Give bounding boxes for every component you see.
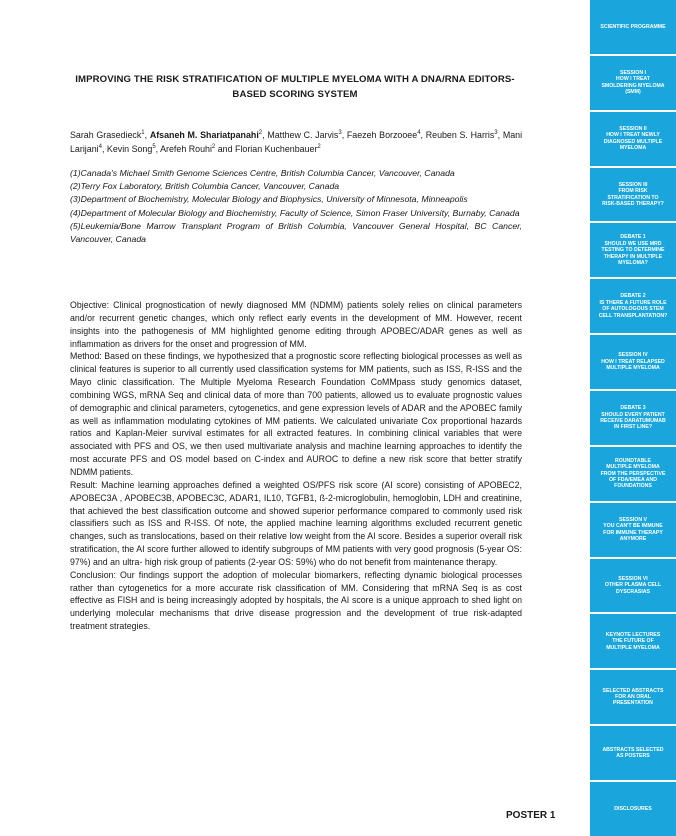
affiliation-line: (4)Department of Molecular Biology and Biochemistry, Faculty of Science, Simon Fraser University, Burnaby, Canada (70, 207, 520, 218)
sidebar-item[interactable] (590, 503, 676, 557)
sidebar-item[interactable] (590, 279, 676, 333)
sidebar-item[interactable] (590, 56, 676, 110)
sidebar-item-label: ABSTRACTS SELECTED AS POSTERS (602, 746, 664, 760)
author-affiliation-number: 2 (317, 143, 321, 150)
sidebar-item[interactable] (590, 112, 676, 166)
author-affiliation-number: 4 (98, 143, 102, 150)
sidebar-item[interactable] (590, 168, 676, 222)
poster-label: POSTER 1 (506, 810, 556, 821)
author-name: Kevin Song (106, 143, 153, 154)
sidebar-item-label: SESSION II HOW I TREAT NEWLY DIAGNOSED MULTIPLE MYELOMA (603, 125, 663, 152)
sidebar-item[interactable] (590, 391, 676, 445)
sidebar-item[interactable] (590, 726, 676, 780)
sidebar-item-label: DEBATE 3 SHOULD EVERY PATIENT RECEIVE DARATUMUMAB IN FIRST LINE? (600, 405, 666, 431)
author-list: Sarah Grasedieck$^1$, Afsaneh M. Shariatpanahi$^2$, Matthew C. Jarvis$^3$, Faezeh Borzooee$^4$, Reuben S. Harris$^3$, Mani Larijani$^4$, Kevin Song$^5$, Arefeh Rouhi$^2$ and Florian Kuchenbauer$^2$ (70, 130, 523, 154)
sidebar-item-label: KEYNOTE LECTURES THE FUTURE OF MULTIPLE MYELOMA (605, 631, 661, 651)
sidebar-item[interactable] (590, 614, 676, 668)
abstract-body (70, 299, 522, 633)
affiliation-line: (1)Canada's Michael Smith Genome Sciences Centre, British Columbia Cancer, Vancouver, Canada (70, 168, 455, 178)
sidebar-item[interactable] (590, 223, 676, 277)
affiliation-line: (5)Leukemia/Bone Marrow Transplant Program of British Columbia, Vancouver General Hospital, BC Cancer, Vancouver, Canada (70, 220, 522, 245)
sidebar-item[interactable] (590, 559, 676, 613)
abstract-paragraph: Result: Machine learning approaches defined a weighted OS/PFS risk score (AI score) consisting of APOBEC2, APOBEC3A , APOBEC3B, APOBEC3C, ADAR1, IL10, TGFB1, ß-2-microglobulin, hemoglobin, LDH and creatinine, that achieved the best classification outcome and showed superior performance compared to commonly used risk classifiers such as ISS and R-ISS. Of note, the applied machine learning algorithms excluded recurrent genetic changes, such as translocations, based on their relative low weight from the AI score. Besides a superior overall risk stratification, the AI score further allowed to identify subgroups of MM patients with very good prognosis (5-year OS: 97%) and an ultra- high risk group of patients (2-year OS: 59%) who do not benefit from maintenance therapy. (70, 479, 522, 567)
affiliation-list (70, 167, 522, 246)
sidebar-item[interactable] (590, 782, 676, 836)
sidebar-item-label: SESSION III FROM RISK STRATIFICATION TO RISK-BASED THERAPY? (602, 181, 664, 207)
sidebar-item-label: SESSION I HOW I TREAT SMOLDERING MYELOMA (SMM) (601, 69, 665, 96)
author-affiliation-number: 1 (141, 130, 145, 137)
sidebar-item-label: DEBATE 2 IS THERE A FUTURE ROLE OF AUTOLOGOUS STEM CELL TRANSPLANTATION? (598, 293, 668, 319)
sidebar-item-label: SESSION IV HOW I TREAT RELAPSED MULTIPLE MYELOMA (601, 352, 665, 372)
author-affiliation-number: 4 (417, 130, 421, 137)
sidebar-item[interactable] (590, 670, 676, 724)
author-affiliation-number: 2 (211, 143, 216, 150)
section-navigation (590, 0, 676, 836)
sidebar-item[interactable] (590, 0, 676, 54)
sidebar-item-label: SCIENTIFIC PROGRAMME (600, 23, 666, 30)
sidebar-item[interactable] (590, 335, 676, 389)
abstract-paragraph: Objective: Clinical prognostication of newly diagnosed MM (NDMM) patients solely relies on clinical parameters and/or recurrent genetic changes, which only reflect early events in the development of MM. However, recent insights into the pathogenesis of MM highlighted genome editing through APOBEC/ADAR genes as well as inflammation as drivers for the onset and progression of MM. (70, 300, 522, 349)
sidebar-item[interactable] (590, 447, 676, 501)
sidebar-item-label: DEBATE 1 SHOULD WE USE MRD TESTING TO DETERMINE THERAPY IN MULTIPLE MYELOMA? (601, 234, 665, 266)
author-affiliation-number: 3 (494, 130, 498, 137)
affiliation-line: (2)Terry Fox Laboratory, British Columbia Cancer, Vancouver, Canada (70, 181, 340, 192)
abstract-paragraph: Conclusion: Our findings support the adoption of molecular biomarkers, reflecting dynamic biological processes rather than cytogenetics for a more accurate risk classification of MM. Considering that mRNA Seq is as cost effective as FISH and is being increasingly adopted by hospitals, the AI score is a unique approach to shed light on underlying molecular mechanisms that drive disease progression and the development of true risk-adapted treatment strategies. (70, 569, 522, 632)
sidebar-item-label: SESSION VI OTHER PLASMA CELL DYSCRASIAS (604, 575, 662, 595)
abstract-paragraph: Method: Based on these findings, we hypothesized that a prognostic score reflecting biological processes as well as clinical features is superior to all currently used classification systems for MM patients, such as ISS, R-ISS and the Mayo clinic classification. The Multiple Myeloma Research Foundation CoMMpass study genomics dataset, combining WGS, mRNA Seq and clinical data of more than 700 patients, allowed us to evaluate prognostic values of demographic and clinical parameters, cytogenetics, and gene expression levels of ADAR and the APOBEC family as well as inflammation modulating cytokines of MM patients. We calculated univariate Cox proportional hazards ratios and Kaplan-Meier survival estimates for all extracted features. In combining clinical variables that were associated with PFS and OS, we then used multivariate analysis and machine learning approaches to identify the most accurate PFS and OS model based on C-index and AUROC to define a new risk score that better stratify NDMM patients. (70, 351, 522, 477)
sidebar-item-label: SESSION V YOU CAN'T BE IMMUNE FOR IMMUNE THERAPY ANYMORE (603, 516, 663, 543)
author-name: Mani Larijani (70, 130, 523, 154)
author-name: Reuben S. Harris (425, 130, 495, 140)
author-name: Matthew C. Jarvis (267, 130, 339, 140)
author-name: Faezeh Borzooee (346, 130, 418, 140)
sidebar-item-label: SELECTED ABSTRACTS FOR AN ORAL PRESENTATION (602, 687, 664, 707)
abstract-title: IMPROVING THE RISK STRATIFICATION OF MULTIPLE MYELOMA WITH A DNA/RNA EDITORS-BASED SCORING SYSTEM (75, 74, 515, 100)
author-affiliation-number: 5 (152, 143, 156, 150)
affiliation-line: (3)Department of Biochemistry, Molecular Biology and Biophysics, University of Minnesota, Minneapolis (70, 194, 468, 205)
author-affiliation-number: 2 (258, 130, 263, 137)
author-name: Florian Kuchenbauer (235, 143, 318, 154)
author-name: Arefeh Rouhi (160, 143, 212, 154)
author-affiliation-number: 3 (338, 130, 342, 137)
author-name: Afsaneh M. Shariatpanahi (149, 130, 259, 140)
sidebar-item-label: DISCLOSURES (614, 805, 652, 812)
sidebar-item-label: ROUNDTABLE MULTIPLE MYELOMA FROM THE PERSPECTIVE OF FDA/EMEA AND FOUNDATIONS (600, 457, 666, 490)
author-name: Sarah Grasedieck (70, 130, 142, 140)
